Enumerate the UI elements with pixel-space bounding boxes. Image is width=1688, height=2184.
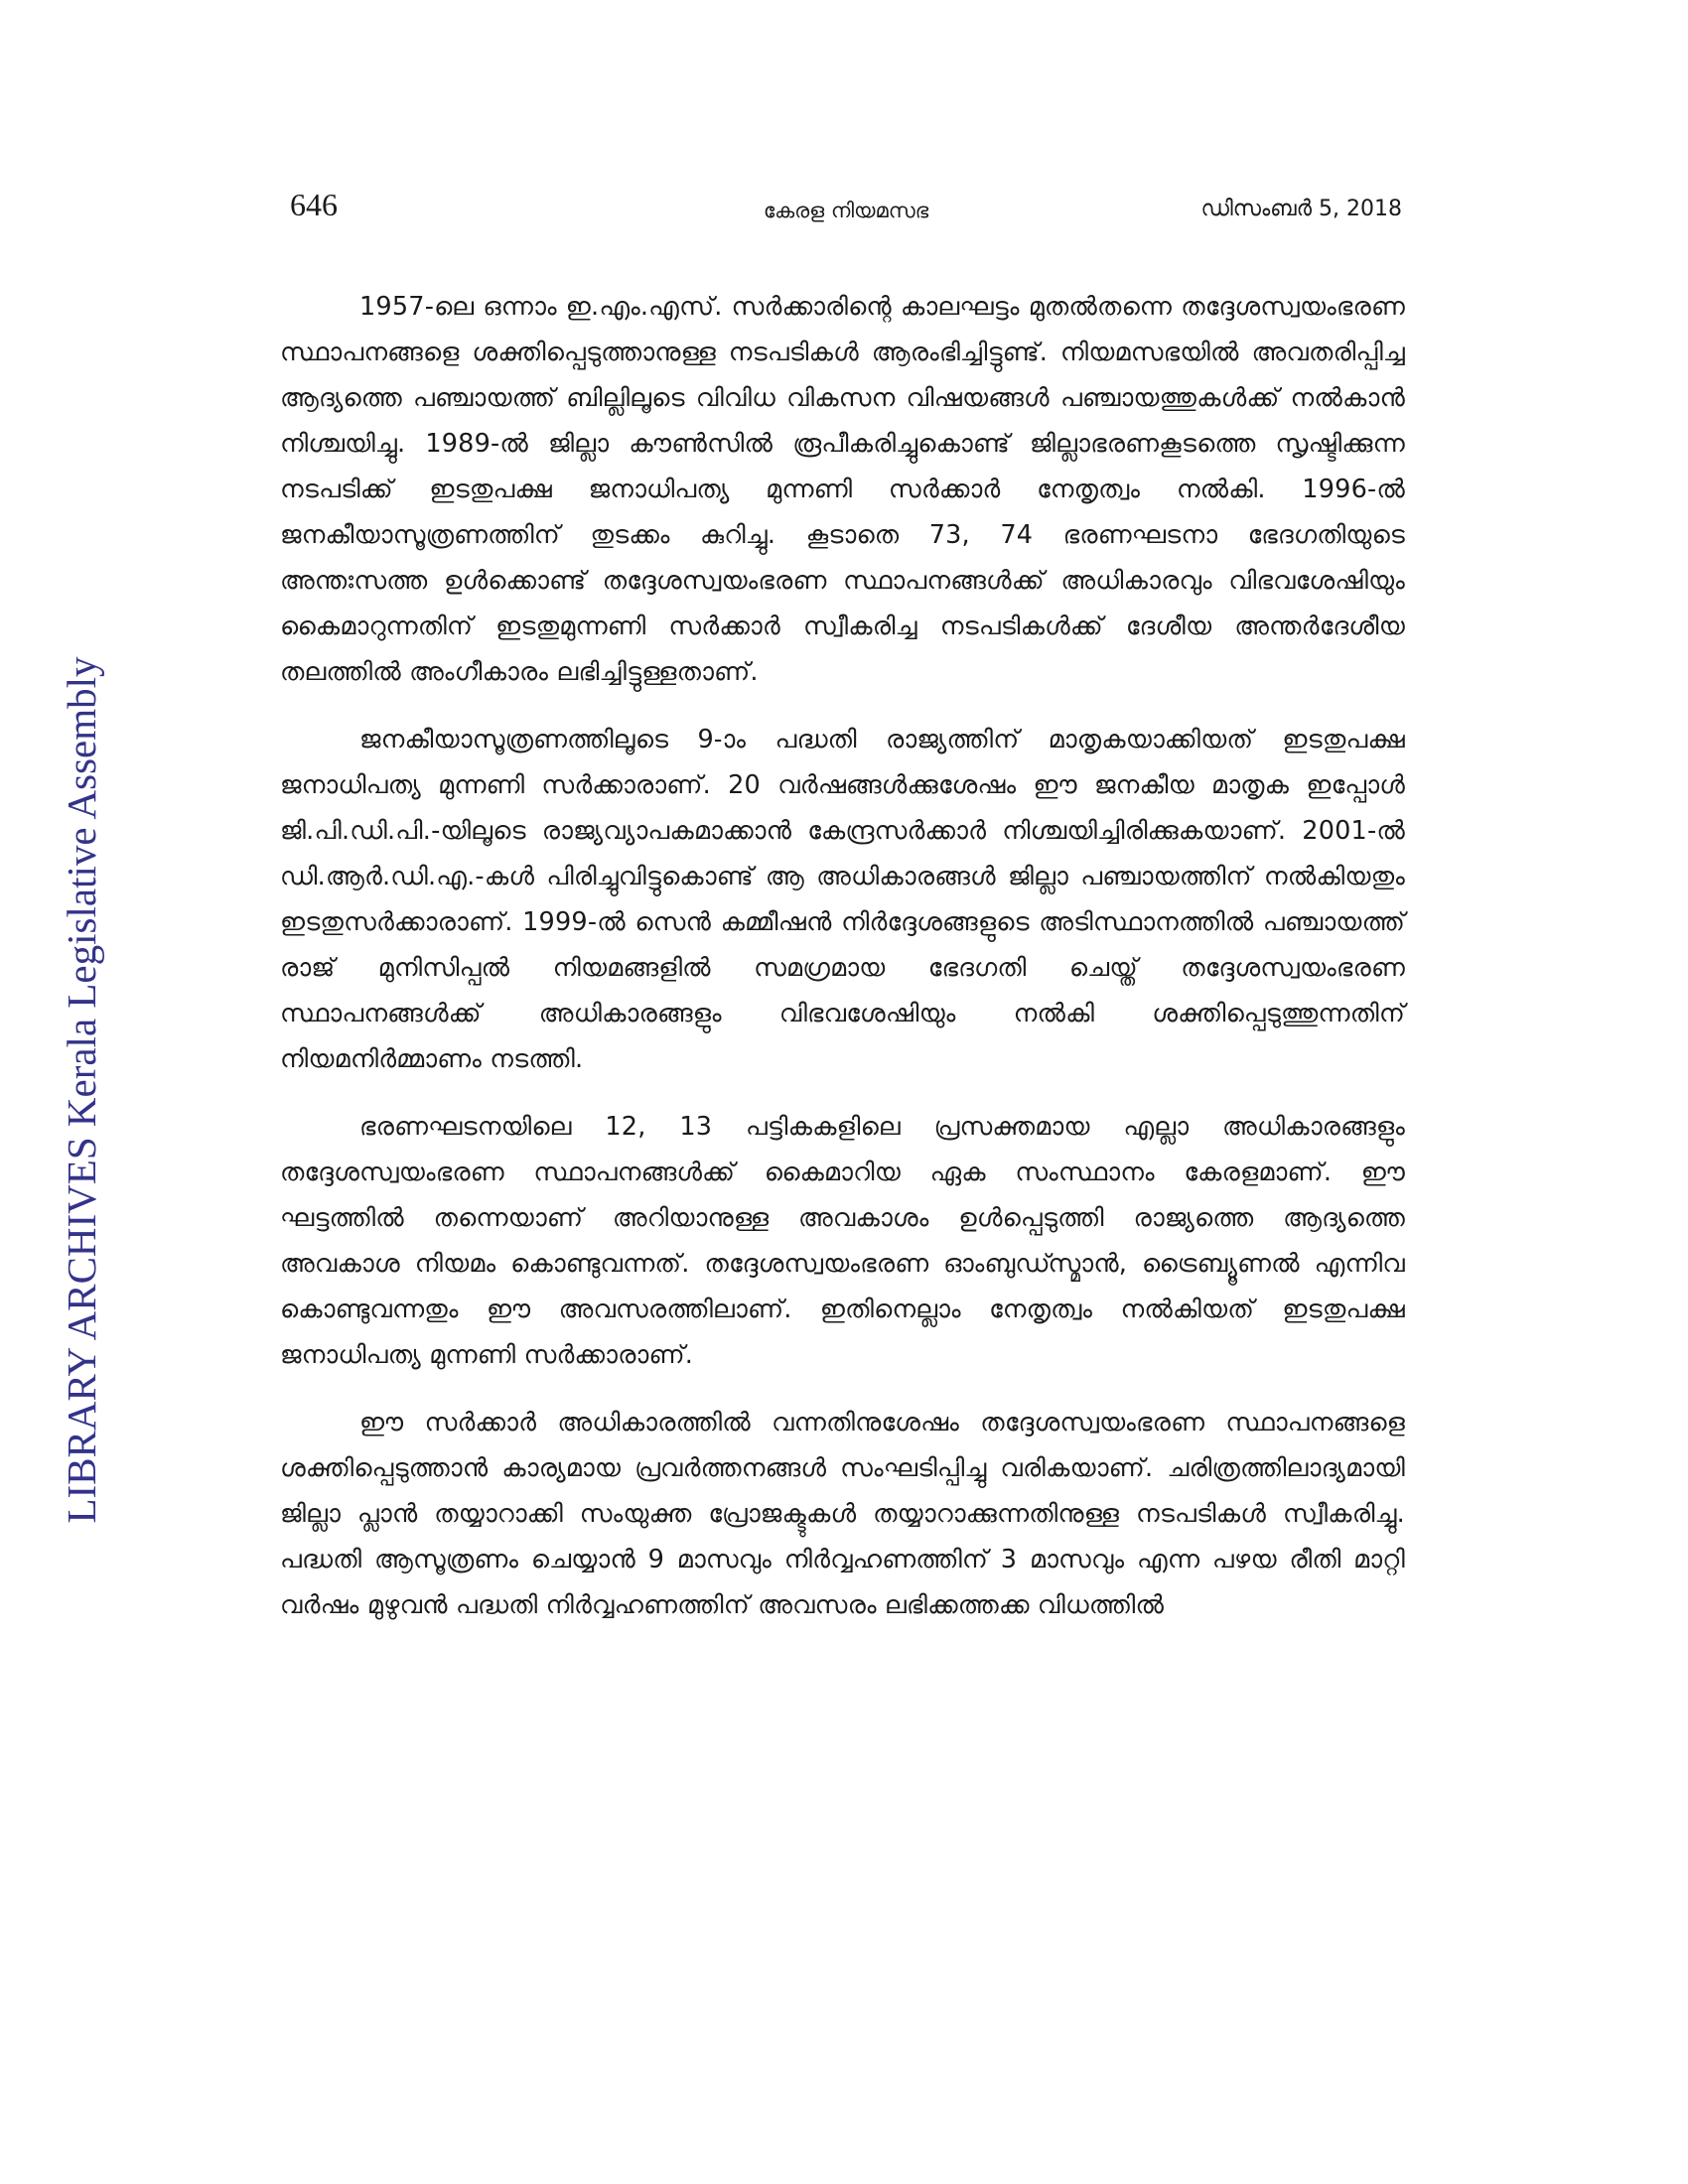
archive-watermark: LIBRARY ARCHIVES Kerala Legislative Assembly bbox=[59, 656, 104, 1524]
body-text bbox=[280, 284, 1405, 1650]
paragraph-4: ഈ സർക്കാർ അധികാരത്തിൽ വന്നതിനുശേഷം തദ്ദേശസ്വയംഭരണ സ്ഥാപനങ്ങളെ ശക്തിപ്പെടുത്താൻ കാര്യമായ പ്രവർത്തനങ്ങൾ സംഘടിപ്പിച്ചു വരികയാണ്. ചരിത്രത്തിലാദ്യമായി ജില്ലാ പ്ലാൻ തയ്യാറാക്കി സംയുക്ത പ്രോജക്ടുകൾ തയ്യാറാക്കുന്നതിനുള്ള നടപടികൾ സ്വീകരിച്ചു. പദ്ധതി ആസൂത്രണം ചെയ്യാൻ 9 മാസവും നിർവ്വഹണത്തിന് 3 മാസവും എന്ന പഴയ രീതി മാറ്റി വർഷം മുഴുവൻ പദ്ധതി നിർവ്വഹണത്തിന് അവസരം ലഭിക്കത്തക്ക വിധത്തിൽ bbox=[280, 1408, 1405, 1620]
header-date: ഡിസംബർ 5, 2018 bbox=[1200, 197, 1402, 221]
paragraph-2: ജനകീയാസൂത്രണത്തിലൂടെ 9-ാം പദ്ധതി രാജ്യത്തിന് മാതൃകയാക്കിയത് ഇടതുപക്ഷ ജനാധിപത്യ മുന്നണി സർക്കാരാണ്. 20 വർഷങ്ങൾക്കുശേഷം ഈ ജനകീയ മാതൃക ഇപ്പോൾ ജി.പി.ഡി.പി.-യിലൂടെ രാജ്യവ്യാപകമാക്കാൻ കേന്ദ്രസർക്കാർ നിശ്ചയിച്ചിരിക്കുകയാണ്. 2001-ൽ ഡി.ആർ.ഡി.എ.-കൾ പിരിച്ചുവിട്ടുകൊണ്ട് ആ അധികാരങ്ങൾ ജില്ലാ പഞ്ചായത്തിന് നൽകിയതും ഇടതുസർക്കാരാണ്. 1999-ൽ സെൻ കമ്മീഷൻ നിർദ്ദേശങ്ങളുടെ അടിസ്ഥാനത്തിൽ പഞ്ചായത്ത് രാജ് മുനിസിപ്പൽ നിയമങ്ങളിൽ സമഗ്രമായ ഭേദഗതി ചെയ്ത് തദ്ദേശസ്വയംഭരണ സ്ഥാപനങ്ങൾക്ക് അധികാരങ്ങളും വിഭവശേഷിയും നൽകി ശക്തിപ്പെടുത്തുന്നതിന് നിയമനിർമ്മാണം നടത്തി. bbox=[280, 725, 1405, 1074]
page-number: 646 bbox=[290, 187, 338, 222]
running-title: കേരള നിയമസഭ bbox=[763, 199, 929, 222]
paragraph-3: ഭരണഘടനയിലെ 12, 13 പട്ടികകളിലെ പ്രസക്തമായ എല്ലാ അധികാരങ്ങളും തദ്ദേശസ്വയംഭരണ സ്ഥാപനങ്ങൾക്ക് കൈമാറിയ ഏക സംസ്ഥാനം കേരളമാണ്. ഈ ഘട്ടത്തിൽ തന്നെയാണ് അറിയാനുള്ള അവകാശം ഉൾപ്പെടുത്തി രാജ്യത്തെ ആദ്യത്തെ അവകാശ നിയമം കൊണ്ടുവന്നത്. തദ്ദേശസ്വയംഭരണ ഓംബുഡ്സ്മാൻ, ട്രൈബ്യൂണൽ എന്നിവ കൊണ്ടുവന്നതും ഈ അവസരത്തിലാണ്. ഇതിനെല്ലാം നേതൃത്വം നൽകിയത് ഇടതുപക്ഷ ജനാധിപത്യ മുന്നണി സർക്കാരാണ്. bbox=[280, 1112, 1405, 1370]
paragraph-1: 1957-ലെ ഒന്നാം ഇ.എം.എസ്. സർക്കാരിന്റെ കാലഘട്ടം മുതൽതന്നെ തദ്ദേശസ്വയംഭരണ സ്ഥാപനങ്ങളെ ശക്തിപ്പെടുത്താനുള്ള നടപടികൾ ആരംഭിച്ചിട്ടുണ്ട്. നിയമസഭയിൽ അവതരിപ്പിച്ച ആദ്യത്തെ പഞ്ചായത്ത് ബില്ലിലൂടെ വിവിധ വികസന വിഷയങ്ങൾ പഞ്ചായത്തുകൾക്ക് നൽകാൻ നിശ്ചയിച്ചു. 1989-ൽ ജില്ലാ കൗൺസിൽ രൂപീകരിച്ചുകൊണ്ട് ജില്ലാഭരണകൂടത്തെ സൃഷ്ടിക്കുന്ന നടപടിക്ക് ഇടതുപക്ഷ ജനാധിപത്യ മുന്നണി സർക്കാർ നേതൃത്വം നൽകി. 1996-ൽ ജനകീയാസൂത്രണത്തിന് തുടക്കം കുറിച്ചു. കൂടാതെ 73, 74 ഭരണഘടനാ ഭേദഗതിയുടെ അന്തഃസത്ത ഉൾക്കൊണ്ട് തദ്ദേശസ്വയംഭരണ സ്ഥാപനങ്ങൾക്ക് അധികാരവും വിഭവശേഷിയും കൈമാറുന്നതിന് ഇടതുമുന്നണി സർക്കാർ സ്വീകരിച്ച നടപടികൾക്ക് ദേശീയ അന്തർദേശീയ തലത്തിൽ അംഗീകാരം ലഭിച്ചിട്ടുള്ളതാണ്. bbox=[280, 292, 1405, 687]
page-header bbox=[290, 187, 1402, 236]
